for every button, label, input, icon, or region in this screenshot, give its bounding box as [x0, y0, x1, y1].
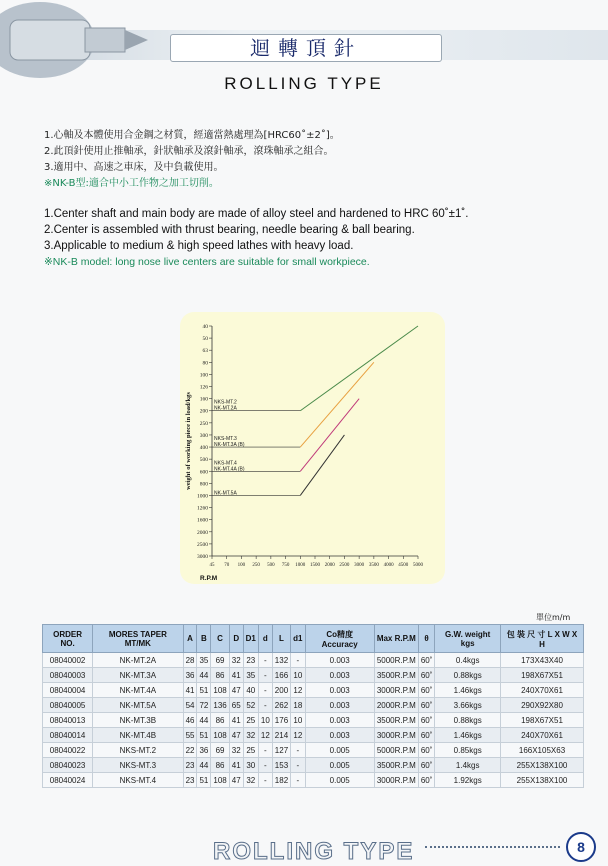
table-cell: 0.88kgs: [435, 668, 501, 683]
table-cell: NK-MT.2A: [93, 653, 183, 668]
table-header-cell: Co精度 Accuracy: [305, 625, 374, 653]
table-cell: 36: [197, 743, 211, 758]
table-cell: 60˚: [418, 773, 435, 788]
table-cell: 255X138X100: [501, 773, 584, 788]
table-cell: 44: [197, 668, 211, 683]
table-cell: 0.003: [305, 713, 374, 728]
table-cell: 127: [272, 743, 290, 758]
table-header-cell: D: [229, 625, 243, 653]
table-cell: 47: [229, 773, 243, 788]
table-cell: 08040023: [43, 758, 93, 773]
table-header-cell: L: [272, 625, 290, 653]
table-cell: 3500R.P.M: [374, 758, 418, 773]
y-tick-label: 500: [199, 457, 208, 464]
table-cell: 86: [211, 713, 229, 728]
table-cell: 240X70X61: [501, 728, 584, 743]
english-notes: [44, 206, 468, 270]
series-line-3: [300, 399, 359, 472]
table-cell: 10: [291, 668, 305, 683]
y-axis-label: weight of working piece in load/kgs: [185, 392, 192, 490]
table-cell: 173X43X40: [501, 653, 584, 668]
table-header-cell: d: [258, 625, 272, 653]
table-cell: 60˚: [418, 758, 435, 773]
table-cell: 0.003: [305, 698, 374, 713]
x-tick-label: 250: [252, 563, 260, 568]
table-cell: 44: [197, 713, 211, 728]
y-tick-label: 1260: [197, 505, 208, 512]
table-cell: 08040013: [43, 713, 93, 728]
en-note-2: 2.Center is assembled with thrust bearing, needle bearing & ball bearing.: [44, 224, 415, 236]
x-tick-label: 3500: [368, 563, 379, 568]
table-cell: 60˚: [418, 743, 435, 758]
series-line-2: [300, 362, 374, 447]
table-row: [43, 653, 584, 668]
table-cell: -: [258, 758, 272, 773]
table-cell: NK-MT.4A: [93, 683, 183, 698]
table-cell: 132: [272, 653, 290, 668]
table-cell: 60˚: [418, 698, 435, 713]
table-cell: -: [258, 743, 272, 758]
y-tick-label: 100: [199, 372, 208, 379]
x-tick-label: 70: [224, 563, 230, 568]
table-cell: 69: [211, 743, 229, 758]
table-cell: 3.66kgs: [435, 698, 501, 713]
y-tick-label: 2000: [197, 529, 208, 536]
table-cell: 47: [229, 728, 243, 743]
table-row: [43, 713, 584, 728]
table-cell: 32: [229, 653, 243, 668]
table-cell: 60˚: [418, 668, 435, 683]
load-rpm-chart: [180, 312, 445, 584]
table-cell: 41: [229, 668, 243, 683]
table-cell: 166: [272, 668, 290, 683]
table-cell: 108: [211, 683, 229, 698]
table-cell: 41: [229, 758, 243, 773]
table-cell: 23: [183, 758, 197, 773]
table-cell: 290X92X80: [501, 698, 584, 713]
series-line-1: [300, 326, 418, 411]
table-cell: 262: [272, 698, 290, 713]
zh-note-2: 2.此頂針使用止推軸承，針狀軸承及滾針軸承，滾珠軸承之組合。: [44, 146, 334, 157]
table-cell: -: [258, 653, 272, 668]
y-tick-label: 2500: [197, 541, 208, 548]
chinese-notes: [44, 128, 340, 192]
table-header-cell: d1: [291, 625, 305, 653]
table-cell: 08040003: [43, 668, 93, 683]
table-cell: 23: [243, 653, 258, 668]
x-tick-label: 3000: [354, 563, 365, 568]
table-cell: 198X67X51: [501, 713, 584, 728]
table-cell: NK-MT.3A: [93, 668, 183, 683]
table-cell: 200: [272, 683, 290, 698]
footer-divider: [425, 846, 560, 848]
table-cell: 12: [291, 728, 305, 743]
table-cell: 47: [229, 683, 243, 698]
table-cell: 3000R.P.M: [374, 728, 418, 743]
y-tick-label: 40: [202, 324, 208, 330]
table-cell: 10: [291, 713, 305, 728]
table-header-cell: D1: [243, 625, 258, 653]
x-tick-label: 2000: [324, 563, 335, 568]
y-tick-label: 600: [199, 469, 208, 476]
table-cell: 08040004: [43, 683, 93, 698]
table-cell: 182: [272, 773, 290, 788]
table-cell: 18: [291, 698, 305, 713]
table-cell: 5000R.P.M: [374, 743, 418, 758]
table-cell: -: [291, 653, 305, 668]
table-cell: NKS-MT.3: [93, 758, 183, 773]
series-label: NKS-MT.4: [214, 460, 237, 467]
table-cell: 240X70X61: [501, 683, 584, 698]
table-cell: 52: [243, 698, 258, 713]
table-cell: 1.4kgs: [435, 758, 501, 773]
unit-label: 單位m/m: [536, 613, 571, 622]
y-tick-label: 400: [199, 445, 208, 452]
table-row: [43, 758, 584, 773]
table-cell: 65: [229, 698, 243, 713]
table-cell: 2000R.P.M: [374, 698, 418, 713]
en-note-4: ※NK-B model: long nose live centers are suitable for small workpiece.: [44, 256, 370, 268]
table-cell: 5000R.P.M: [374, 653, 418, 668]
x-tick-label: 45: [209, 563, 215, 568]
table-header-cell: Max R.P.M: [374, 625, 418, 653]
x-tick-label: 750: [281, 563, 290, 568]
y-tick-label: 160: [199, 396, 208, 403]
zh-note-3: 3.適用中、高速之車床，及中負載使用。: [44, 162, 224, 173]
y-tick-label: 200: [199, 408, 208, 415]
table-header-cell: 包 裝 尺 寸 L X W X H: [501, 625, 584, 653]
x-tick-label: 500: [267, 563, 275, 568]
table-cell: 69: [211, 653, 229, 668]
series-label: NK-MT.3A (B): [214, 442, 245, 449]
table-cell: 0.003: [305, 653, 374, 668]
table-cell: 51: [197, 728, 211, 743]
table-cell: 0.003: [305, 683, 374, 698]
table-cell: 86: [211, 668, 229, 683]
y-tick-label: 800: [199, 481, 208, 488]
table-cell: 25: [243, 713, 258, 728]
zh-note-1: 1.心軸及本體使用合金鋼之材質，經適當熱處理為[HRC60˚±2˚]。: [44, 130, 340, 141]
table-row: [43, 728, 584, 743]
table-cell: 44: [197, 758, 211, 773]
table-cell: -: [291, 773, 305, 788]
x-tick-label: 2500: [339, 563, 350, 568]
table-header-cell: ORDER NO.: [43, 625, 93, 653]
series-label: NK-MT.2A: [214, 405, 237, 412]
table-cell: 136: [211, 698, 229, 713]
table-cell: 0.4kgs: [435, 653, 501, 668]
table-cell: 0.85kgs: [435, 743, 501, 758]
x-tick-label: 4000: [383, 563, 394, 568]
table-cell: 35: [243, 668, 258, 683]
table-header-row: [43, 625, 584, 653]
table-cell: NK-MT.5A: [93, 698, 183, 713]
table-cell: 08040002: [43, 653, 93, 668]
table-cell: 35: [197, 653, 211, 668]
table-cell: 32: [243, 773, 258, 788]
table-cell: 108: [211, 728, 229, 743]
y-tick-label: 1600: [197, 517, 208, 524]
table-cell: 08040022: [43, 743, 93, 758]
table-cell: -: [258, 698, 272, 713]
y-tick-label: 1000: [197, 493, 208, 500]
table-cell: 12: [258, 728, 272, 743]
table-cell: 0.005: [305, 773, 374, 788]
table-cell: 72: [197, 698, 211, 713]
table-cell: 25: [243, 743, 258, 758]
y-tick-label: 63: [202, 348, 208, 355]
page-header: [0, 0, 608, 110]
table-cell: 3500R.P.M: [374, 668, 418, 683]
table-row: [43, 773, 584, 788]
en-note-1: 1.Center shaft and main body are made of alloy steel and hardened to HRC 60˚±1˚.: [44, 208, 469, 220]
table-cell: 153: [272, 758, 290, 773]
table-cell: 41: [229, 713, 243, 728]
table-cell: 60˚: [418, 683, 435, 698]
table-cell: 1.92kgs: [435, 773, 501, 788]
table-cell: NKS-MT.2: [93, 743, 183, 758]
page-number: 8: [566, 832, 596, 862]
x-tick-label: 1000: [295, 563, 306, 568]
table-header-cell: B: [197, 625, 211, 653]
en-note-3: 3.Applicable to medium & high speed lathes with heavy load.: [44, 240, 354, 252]
chinese-title: 迴轉頂針: [170, 34, 442, 62]
table-cell: 0.005: [305, 758, 374, 773]
table-cell: 3500R.P.M: [374, 713, 418, 728]
x-tick-label: 1500: [310, 563, 320, 568]
table-cell: 55: [183, 728, 197, 743]
table-cell: -: [291, 758, 305, 773]
table-cell: 3000R.P.M: [374, 683, 418, 698]
x-tick-label: 4500: [398, 563, 409, 568]
table-cell: 30: [243, 758, 258, 773]
footer-title: ROLLING TYPE: [213, 838, 415, 865]
table-cell: 60˚: [418, 728, 435, 743]
table-cell: 22: [183, 743, 197, 758]
y-tick-label: 3000: [197, 554, 208, 560]
table-cell: 0.005: [305, 743, 374, 758]
table-row: [43, 668, 584, 683]
table-cell: 60˚: [418, 713, 435, 728]
table-cell: 166X105X63: [501, 743, 584, 758]
table-cell: NK-MT.4B: [93, 728, 183, 743]
table-cell: 08040014: [43, 728, 93, 743]
table-cell: 51: [197, 683, 211, 698]
table-cell: 176: [272, 713, 290, 728]
table-cell: 3000R.P.M: [374, 773, 418, 788]
table-cell: 198X67X51: [501, 668, 584, 683]
table-cell: 08040005: [43, 698, 93, 713]
series-label: NK-MT.5A: [214, 490, 237, 497]
table-cell: 214: [272, 728, 290, 743]
table-cell: 40: [243, 683, 258, 698]
table-header-cell: G.W. weight kgs: [435, 625, 501, 653]
table-row: [43, 698, 584, 713]
y-tick-label: 50: [202, 336, 208, 343]
table-cell: 32: [243, 728, 258, 743]
zh-note-4: ※NK-B型:適合中小工作物之加工切削。: [44, 178, 219, 189]
y-tick-label: 250: [199, 420, 208, 427]
table-cell: 0.003: [305, 668, 374, 683]
table-cell: NK-MT.3B: [93, 713, 183, 728]
table-cell: 1.46kgs: [435, 728, 501, 743]
table-cell: -: [258, 668, 272, 683]
spec-table: [42, 624, 584, 788]
table-cell: 60˚: [418, 653, 435, 668]
series-label: NK-MT.4A (B): [214, 466, 245, 473]
table-cell: -: [258, 773, 272, 788]
live-center-illustration: [0, 0, 150, 80]
table-row: [43, 743, 584, 758]
table-cell: 41: [183, 683, 197, 698]
table-cell: 46: [183, 713, 197, 728]
table-cell: 32: [229, 743, 243, 758]
table-cell: 10: [258, 713, 272, 728]
table-cell: 86: [211, 758, 229, 773]
table-cell: 23: [183, 773, 197, 788]
table-cell: NKS-MT.4: [93, 773, 183, 788]
table-cell: 36: [183, 668, 197, 683]
series-label: NKS-MT.2: [214, 399, 237, 406]
y-tick-label: 126: [199, 384, 208, 391]
table-header-cell: MORES TAPER MT/MK: [93, 625, 183, 653]
x-tick-label: 100: [237, 563, 246, 568]
table-cell: 108: [211, 773, 229, 788]
y-tick-label: 300: [199, 432, 208, 439]
table-cell: -: [258, 683, 272, 698]
table-header-cell: θ: [418, 625, 435, 653]
table-row: [43, 683, 584, 698]
table-cell: 1.46kgs: [435, 683, 501, 698]
table-cell: 0.003: [305, 728, 374, 743]
table-header-cell: C: [211, 625, 229, 653]
table-cell: 0.88kgs: [435, 713, 501, 728]
table-cell: 08040024: [43, 773, 93, 788]
table-cell: 54: [183, 698, 197, 713]
series-label: NKS-MT.3: [214, 436, 237, 443]
y-tick-label: 80: [202, 360, 208, 367]
table-cell: 51: [197, 773, 211, 788]
english-title: ROLLING TYPE: [224, 74, 384, 93]
table-cell: -: [291, 743, 305, 758]
table-header-cell: A: [183, 625, 197, 653]
x-axis-label: R.P.M: [200, 575, 218, 582]
table-body: [43, 653, 584, 788]
table-cell: 28: [183, 653, 197, 668]
table-cell: 12: [291, 683, 305, 698]
table-cell: 255X138X100: [501, 758, 584, 773]
x-tick-label: 5000: [413, 563, 423, 568]
